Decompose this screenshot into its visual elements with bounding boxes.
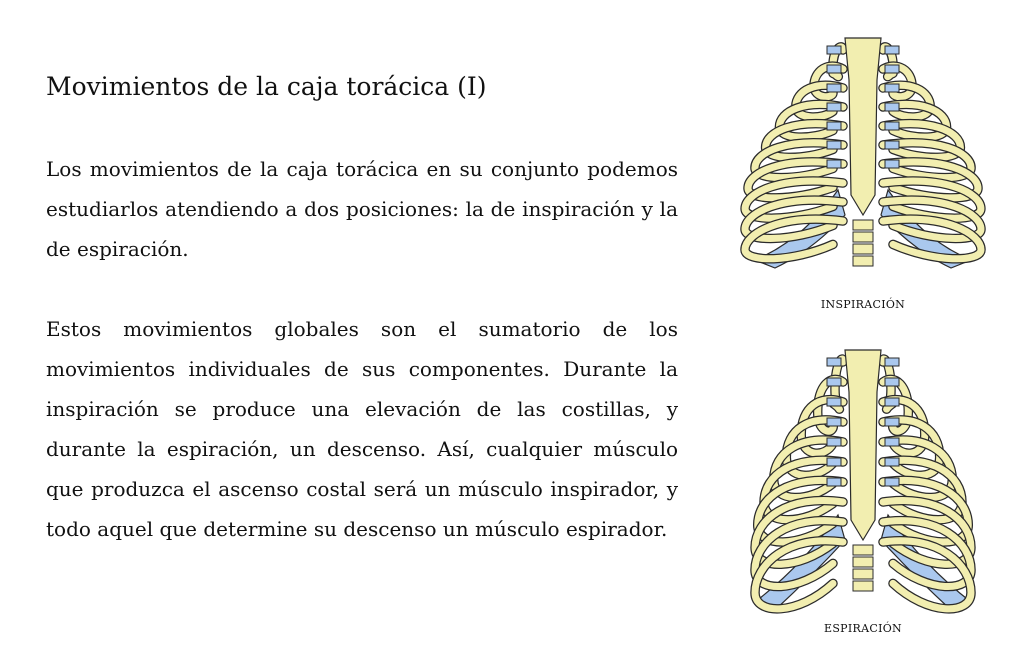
ribcage-inspiration-illustration: [732, 30, 994, 282]
ribcage-expiration-illustration: [732, 340, 994, 622]
page-title: Movimientos de la caja torácica (I): [46, 72, 487, 101]
paragraph-positions: Los movimientos de la caja torácica en su conjunto podemos estudiarlos atendiendo a dos posiciones: la de inspiración y la de espiración.: [46, 157, 678, 261]
inspiration-caption: INSPIRACIÓN: [820, 298, 906, 311]
paragraph-movements: Estos movimientos globales son el sumatorio de los movimientos individuales de sus componentes. Durante la inspiración se produce una elevación de las costillas, y durante la espiración, un descenso. Así, cualquier músculo que produzca el ascenso costal será un músculo inspirador, y todo aquel que determine su descenso un músculo espirador.: [46, 317, 678, 541]
expiration-caption: ESPIRACIÓN: [824, 622, 902, 635]
